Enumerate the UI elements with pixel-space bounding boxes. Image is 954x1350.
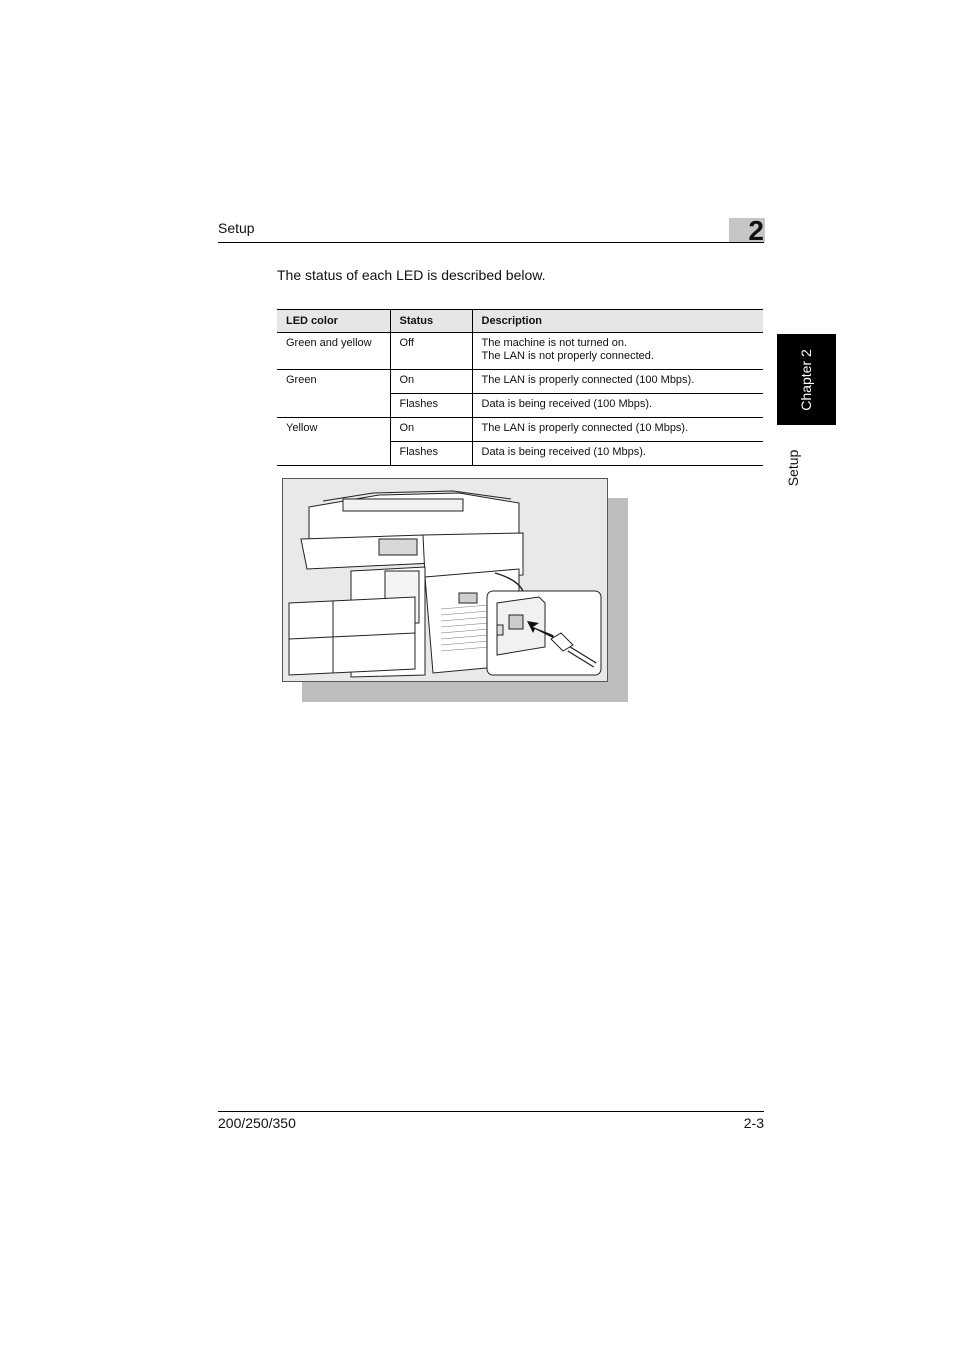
led-color-cell: Yellow (277, 418, 390, 466)
status-cell: On (390, 370, 472, 394)
status-cell: Flashes (390, 394, 472, 418)
side-tab-chapter-label: Chapter 2 (798, 349, 814, 411)
chapter-number-box (729, 218, 765, 242)
description-cell: The LAN is properly connected (10 Mbps). (472, 418, 763, 442)
intro-text: The status of each LED is described below. (277, 267, 546, 283)
table-row (277, 418, 763, 442)
copier-illustration (283, 479, 607, 681)
description-cell: The LAN is properly connected (100 Mbps). (472, 370, 763, 394)
side-tab-section-label: Setup (785, 449, 801, 487)
table-header-row (277, 310, 763, 333)
lan-connection-figure (282, 478, 628, 702)
lan-port-inset (487, 591, 601, 675)
footer-page-number: 2-3 (743, 1115, 764, 1131)
description-cell: Data is being received (100 Mbps). (472, 394, 763, 418)
figure-frame (282, 478, 608, 682)
footer-rule (218, 1111, 764, 1112)
description-cell: Data is being received (10 Mbps). (472, 442, 763, 466)
table-row (277, 333, 763, 370)
footer-model: 200/250/350 (218, 1115, 296, 1131)
description-line: The machine is not turned on. (481, 337, 628, 349)
led-color-cell: Green and yellow (277, 333, 390, 370)
column-header-status: Status (390, 310, 472, 333)
header-title: Setup (218, 220, 255, 236)
table-row (277, 370, 763, 394)
led-status-table (277, 309, 763, 466)
description-line: The LAN is not properly connected. (481, 350, 654, 362)
status-cell: Flashes (390, 442, 472, 466)
column-header-led-color: LED color (277, 310, 390, 333)
column-header-description: Description (472, 310, 763, 333)
chapter-number: 2 (748, 218, 764, 242)
status-cell: On (390, 418, 472, 442)
status-cell: Off (390, 333, 472, 370)
led-color-cell: Green (277, 370, 390, 418)
header-rule (218, 242, 764, 243)
description-cell (472, 333, 763, 370)
